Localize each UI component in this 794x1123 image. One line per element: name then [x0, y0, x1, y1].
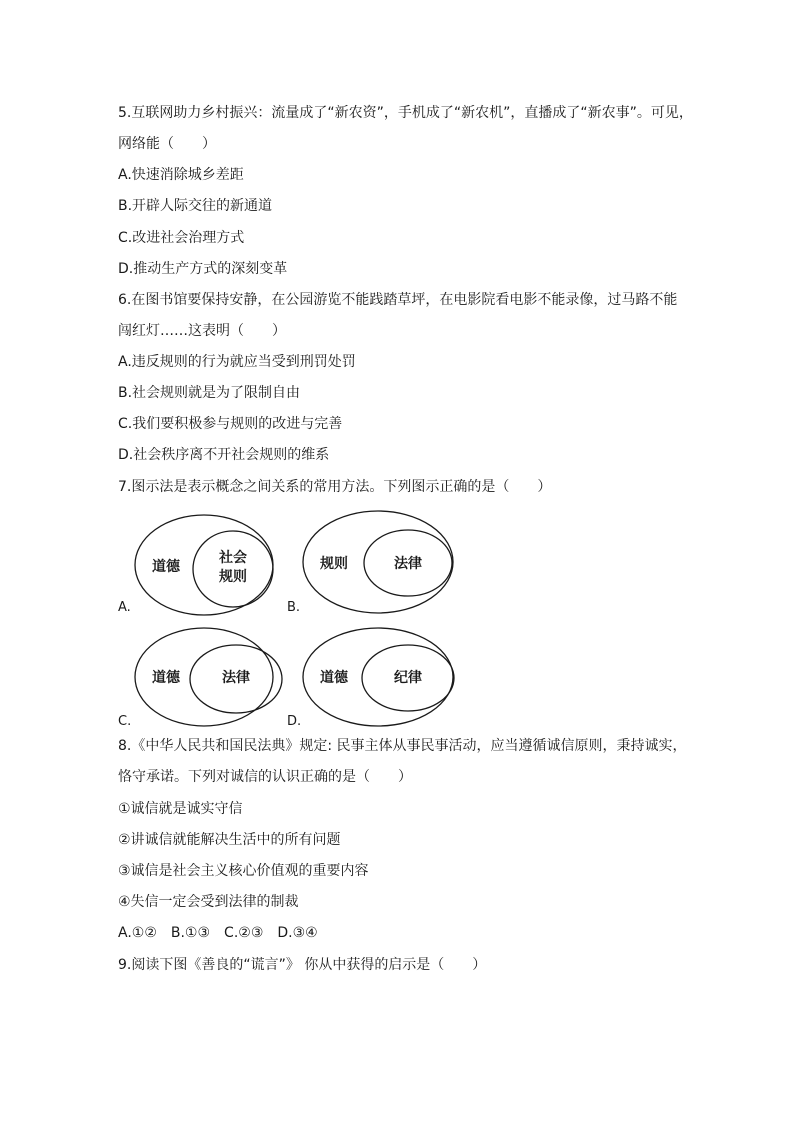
q5-stem-line2: 网络能（ ）: [118, 136, 216, 152]
q6-stem-line1: 6.在图书馆要保持安静，在公园游览不能践踏草坪，在电影院看电影不能录像，过马路不能: [118, 292, 678, 308]
q9-stem: 9.阅读下图《善良的“谎言”》 你从中获得的启示是（ ）: [118, 957, 487, 973]
q8-stem-line2: 恪守承诺。下列对诚信的认识正确的是（ ）: [118, 769, 412, 785]
venn-diagram-a: [134, 513, 284, 618]
q5-option-b: B.开辟人际交往的新通道: [118, 198, 273, 214]
q5-option-d: D.推动生产方式的深刻变革: [118, 261, 288, 277]
q7-stem: 7.图示法是表示概念之间关系的常用方法。下列图示正确的是（ ）: [118, 479, 552, 495]
outer-label: 道德: [152, 559, 180, 575]
inner-label-line2: 规则: [219, 569, 247, 585]
outer-label: 道德: [152, 670, 180, 686]
q5-option-c: C.改进社会治理方式: [118, 230, 245, 246]
venn-diagram-c: [134, 626, 284, 731]
q6-option-c: C.我们要积极参与规则的改进与完善: [118, 416, 343, 432]
q7-option-b-letter: B.: [287, 600, 301, 615]
q6-option-d: D.社会秩序离不开社会规则的维系: [118, 447, 330, 463]
inner-label: 法律: [394, 556, 422, 572]
q8-statement-2: ②讲诚信就能解决生活中的所有问题: [118, 832, 341, 848]
outer-label: 规则: [320, 556, 348, 572]
inner-label: 纪律: [394, 670, 422, 686]
outer-label: 道德: [320, 670, 348, 686]
inner-label: 法律: [222, 670, 250, 686]
q6-option-b: B.社会规则就是为了限制自由: [118, 385, 301, 401]
venn-diagram-b: [302, 510, 457, 615]
q8-stem-line1: 8.《中华人民共和国民法典》规定: 民事主体从事民事活动，应当遵循诚信原则，秉持诚实，: [118, 738, 687, 754]
q8-statement-1: ①诚信就是诚实守信: [118, 801, 243, 817]
q5-stem-line1: 5.互联网助力乡村振兴：流量成了“新农资”，手机成了“新农机”，直播成了“新农事”。可见，: [118, 105, 693, 121]
venn-diagram-d: [302, 626, 457, 731]
q6-option-a: A.违反规则的行为就应当受到刑罚处罚: [118, 354, 356, 370]
q8-statement-4: ④失信一定会受到法律的制裁: [118, 894, 299, 910]
q8-statement-3: ③诚信是社会主义核心价值观的重要内容: [118, 863, 369, 879]
q7-option-d-letter: D.: [287, 714, 302, 729]
q6-stem-line2: 闯红灯……这表明（ ）: [118, 323, 286, 339]
q7-option-c-letter: C.: [118, 714, 132, 729]
q5-option-a: A.快速消除城乡差距: [118, 167, 244, 183]
q8-answer-choices: A.①② B.①③ C.②③ D.③④: [118, 925, 318, 941]
inner-label-line1: 社会: [219, 550, 247, 566]
q7-option-a-letter: A.: [118, 600, 131, 615]
